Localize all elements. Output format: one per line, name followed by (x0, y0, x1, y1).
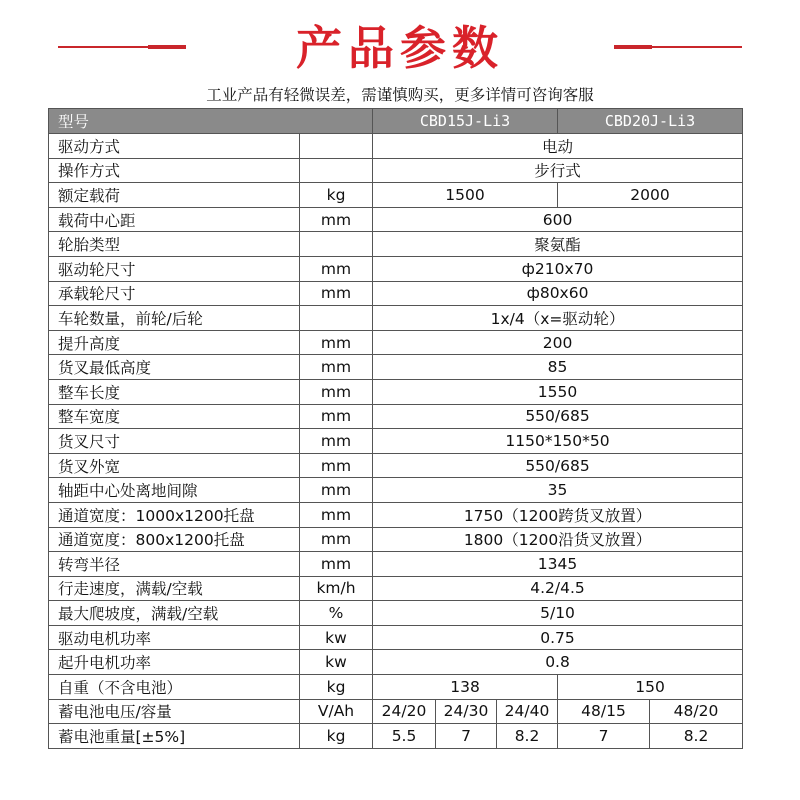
param-value: 200 (373, 330, 743, 355)
param-value: 1800（1200沿货叉放置） (373, 527, 743, 552)
param-unit: V/Ah (300, 699, 373, 724)
table-row (49, 576, 743, 601)
param-unit: mm (300, 207, 373, 232)
table-row (49, 552, 743, 577)
param-unit (300, 158, 373, 183)
table-row (49, 502, 743, 527)
param-unit: mm (300, 330, 373, 355)
table-row (49, 404, 743, 429)
param-unit: kg (300, 724, 373, 749)
param-unit: mm (300, 355, 373, 380)
param-name: 蓄电池重量[±5%] (49, 724, 300, 749)
param-name: 蓄电池电压/容量 (49, 699, 300, 724)
table-row (49, 306, 743, 331)
table-row (49, 232, 743, 257)
param-value: 24/20 (373, 699, 436, 724)
title-section (0, 0, 800, 80)
model-cbd15: CBD15J-Li3 (373, 109, 558, 134)
param-value: 35 (373, 478, 743, 503)
param-name: 驱动电机功率 (49, 625, 300, 650)
param-unit: mm (300, 404, 373, 429)
param-name: 货叉尺寸 (49, 429, 300, 454)
table-row (49, 527, 743, 552)
table-row (49, 478, 743, 503)
param-value: 0.75 (373, 625, 743, 650)
disclaimer-text: 工业产品有轻微误差，需谨慎购买，更多详情可咨询客服 (206, 86, 594, 104)
table-row (49, 601, 743, 626)
param-value: 5/10 (373, 601, 743, 626)
param-unit: mm (300, 527, 373, 552)
param-name: 通道宽度：800x1200托盘 (49, 527, 300, 552)
param-value: 600 (373, 207, 743, 232)
param-name: 货叉最低高度 (49, 355, 300, 380)
page-title: 产品参数 (296, 21, 504, 75)
table-row (49, 429, 743, 454)
param-name: 轮胎类型 (49, 232, 300, 257)
param-value: 聚氨酯 (373, 232, 743, 257)
param-name: 整车宽度 (49, 404, 300, 429)
param-name: 自重（不含电池） (49, 675, 300, 700)
param-value: 1150*150*50 (373, 429, 743, 454)
table-row (49, 650, 743, 675)
param-value: 8.2 (497, 724, 558, 749)
param-unit: kw (300, 625, 373, 650)
param-value: 85 (373, 355, 743, 380)
param-value: 步行式 (373, 158, 743, 183)
param-name: 额定载荷 (49, 183, 300, 208)
param-name: 车轮数量，前轮/后轮 (49, 306, 300, 331)
param-unit: kw (300, 650, 373, 675)
param-unit: % (300, 601, 373, 626)
param-unit: mm (300, 379, 373, 404)
param-name: 驱动方式 (49, 134, 300, 159)
table-row (49, 134, 743, 159)
param-unit: mm (300, 429, 373, 454)
model-cbd20: CBD20J-Li3 (558, 109, 743, 134)
param-value-cbd15: 138 (373, 675, 558, 700)
param-unit: mm (300, 502, 373, 527)
table-row (49, 699, 743, 724)
table-row (49, 330, 743, 355)
table-row (49, 453, 743, 478)
param-name: 行走速度，满载/空载 (49, 576, 300, 601)
table-row (49, 379, 743, 404)
param-unit: kg (300, 183, 373, 208)
param-unit: mm (300, 552, 373, 577)
table-row (49, 355, 743, 380)
param-unit: kg (300, 675, 373, 700)
param-value: 550/685 (373, 404, 743, 429)
param-value: 1750（1200跨货叉放置） (373, 502, 743, 527)
param-value: 48/15 (558, 699, 650, 724)
param-unit (300, 134, 373, 159)
param-unit: km/h (300, 576, 373, 601)
param-value: 4.2/4.5 (373, 576, 743, 601)
table-row (49, 183, 743, 208)
param-unit (300, 232, 373, 257)
param-name: 货叉外宽 (49, 453, 300, 478)
table-header-row (49, 109, 743, 134)
param-value-cbd20: 2000 (558, 183, 743, 208)
param-unit: mm (300, 281, 373, 306)
param-value: 7 (558, 724, 650, 749)
param-name: 通道宽度：1000x1200托盘 (49, 502, 300, 527)
param-value: ф210x70 (373, 256, 743, 281)
param-name: 整车长度 (49, 379, 300, 404)
table-row (49, 207, 743, 232)
param-value: 24/40 (497, 699, 558, 724)
table-row (49, 281, 743, 306)
table-row (49, 724, 743, 749)
param-name: 起升电机功率 (49, 650, 300, 675)
param-name: 承载轮尺寸 (49, 281, 300, 306)
table-row (49, 158, 743, 183)
param-unit: mm (300, 478, 373, 503)
param-unit: mm (300, 453, 373, 478)
table-row (49, 256, 743, 281)
param-value: 0.8 (373, 650, 743, 675)
param-name: 操作方式 (49, 158, 300, 183)
param-value: 1550 (373, 379, 743, 404)
param-value: 1345 (373, 552, 743, 577)
table-row (49, 675, 743, 700)
param-name: 载荷中心距 (49, 207, 300, 232)
model-label: 型号 (49, 109, 373, 134)
param-value: 24/30 (436, 699, 497, 724)
param-name: 转弯半径 (49, 552, 300, 577)
param-value: 48/20 (650, 699, 743, 724)
param-value: 电动 (373, 134, 743, 159)
param-unit (300, 306, 373, 331)
param-value-cbd20: 150 (558, 675, 743, 700)
param-value: ф80x60 (373, 281, 743, 306)
param-value-cbd15: 1500 (373, 183, 558, 208)
param-name: 最大爬坡度，满载/空载 (49, 601, 300, 626)
param-value: 1x/4（x=驱动轮） (373, 306, 743, 331)
param-value: 550/685 (373, 453, 743, 478)
param-name: 驱动轮尺寸 (49, 256, 300, 281)
param-name: 提升高度 (49, 330, 300, 355)
param-name: 轴距中心处离地间隙 (49, 478, 300, 503)
table-row (49, 625, 743, 650)
param-unit: mm (300, 256, 373, 281)
spec-table (48, 108, 743, 749)
param-value: 5.5 (373, 724, 436, 749)
param-value: 8.2 (650, 724, 743, 749)
param-value: 7 (436, 724, 497, 749)
